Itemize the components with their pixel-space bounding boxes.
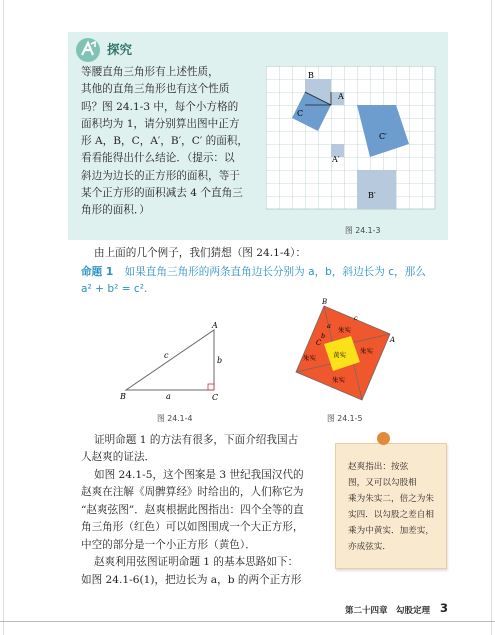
paragraph-1-line-1: 证明命题 1 的方法有很多，下面介绍我国古 <box>94 434 299 446</box>
paragraph-2-line-2: 赵爽在注解《周髀算经》时给出的，人们称它为 <box>81 486 304 498</box>
explore-title: 探究 <box>107 42 133 57</box>
figure-caption-1-3: 图 24.1-3 <box>345 226 381 235</box>
svg-text:C: C <box>297 109 304 118</box>
figure-caption-1-4: 图 24.1-4 <box>157 414 193 423</box>
svg-text:朱实: 朱实 <box>303 354 316 362</box>
svg-text:a: a <box>166 392 171 401</box>
explore-icon <box>76 38 100 62</box>
figure-24-1-4 <box>118 320 228 406</box>
proposition-formula: a² + b² = c². <box>81 283 148 295</box>
svg-text:b: b <box>217 356 223 365</box>
svg-text:A: A <box>338 92 344 101</box>
svg-text:A′: A′ <box>332 155 340 164</box>
svg-text:c: c <box>354 314 358 322</box>
side-note-text: 赵爽指出：按弦 图，又可以勾股相 乘为朱实二，倍之为朱 实四．以勾股之差自相 乘为中黄实．加差实， 亦成弦实． <box>348 462 434 552</box>
footer-divider <box>0 621 495 622</box>
svg-text:A: A <box>212 321 218 330</box>
svg-text:B: B <box>322 298 328 306</box>
svg-text:C′: C′ <box>379 132 387 141</box>
svg-text:A: A <box>390 336 396 344</box>
page-number: 3 <box>440 601 449 615</box>
svg-text:a: a <box>327 322 331 330</box>
paragraph-2-line-1: 如图 24.1-5，这个图案是 3 世纪我国汉代的 <box>94 469 304 481</box>
svg-text:朱实: 朱实 <box>338 326 351 334</box>
square-b-prime <box>357 170 396 209</box>
svg-text:B′: B′ <box>368 191 376 200</box>
svg-text:黄实: 黄实 <box>333 351 346 359</box>
paragraph-2-line-4: 角三角形（红色）可以如图围成一个大正方形， <box>81 521 304 533</box>
figure-caption-1-5: 图 24.1-5 <box>327 414 363 423</box>
pin-icon <box>377 432 390 445</box>
figure-24-1-3 <box>266 66 438 226</box>
svg-text:朱实: 朱实 <box>332 376 345 384</box>
proposition-label: 命题 1 <box>81 266 114 278</box>
proposition-text: 如果直角三角形的两条直角边长分别为 a，b，斜边长为 c，那么 <box>124 266 426 278</box>
figure-24-1-5 <box>290 298 398 410</box>
paragraph-2-line-5: 中空的部分是一个小正方形（黄色）． <box>81 539 256 551</box>
svg-text:B: B <box>308 71 314 80</box>
footer-chapter-title: 第二十四章 勾股定理 <box>345 606 431 616</box>
svg-text:c: c <box>164 351 169 360</box>
paragraph-1-line-2: 人赵爽的证法． <box>81 451 156 463</box>
paragraph-3-line-1: 赵爽利用弦图证明命题 1 的基本思路如下： <box>94 556 299 568</box>
svg-text:C: C <box>212 393 219 402</box>
svg-text:朱实: 朱实 <box>360 347 373 355</box>
intro-text: 由上面的几个例子，我们猜想（图 24.1-4）： <box>94 247 307 259</box>
proposition-1 <box>81 264 461 298</box>
paragraph-3-line-2: 如图 24.1-6(1)，把边长为 a，b 的两个正方形 <box>81 574 302 586</box>
paragraph-2-line-3: “赵爽弦图”．赵爽根据此图指出：四个全等的直 <box>81 504 304 516</box>
explore-text: 等腰直角三角形有上述性质， 其他的直角三角形也有这个性质 吗？图 24.1-3 中，每个小方格的 面积均为 1，请分别算出图中正方 形 A，B，C，A′，B′，C′ 的面积， 看看能得出什么结论．（提示：以 斜边为边长的正方形的面积，等于 某个正方形的面积减去 4 个直角三 角形的面积．） <box>81 66 248 217</box>
svg-text:b: b <box>321 332 326 340</box>
svg-text:C: C <box>316 339 322 347</box>
svg-text:B: B <box>120 392 126 401</box>
